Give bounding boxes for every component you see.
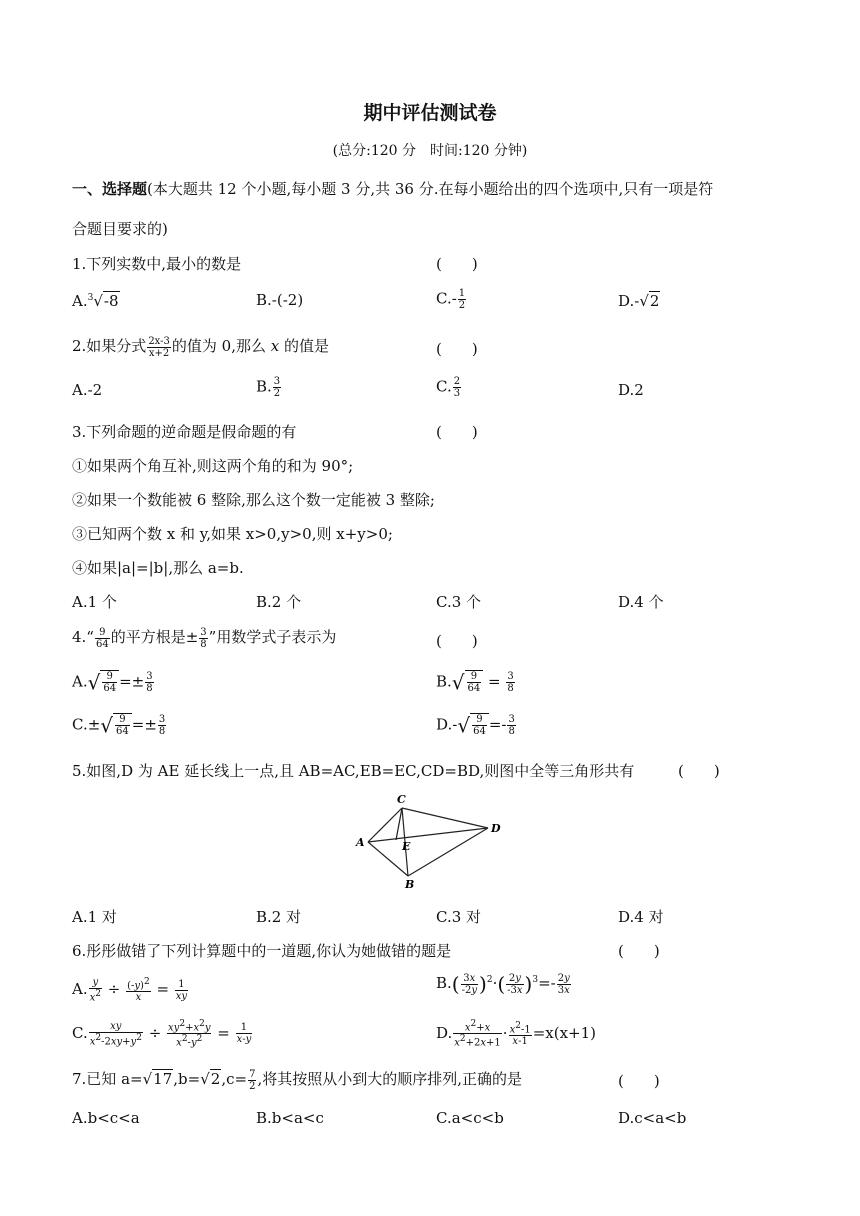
q3-option-b: B.2 个 xyxy=(256,593,302,611)
q2-option-d: D.2 xyxy=(618,381,644,399)
q1-option-a: A.$^3$√-8 xyxy=(72,292,119,310)
q3-statement-1: ①如果两个角互补,则这两个角的和为 90°; xyxy=(72,457,354,475)
q6-paren: ( ) xyxy=(618,942,660,960)
q2-stem: 2.如果分式 $\frac{2x-3}{x+2}$ 的值为 0,那么 x 的值是 xyxy=(72,335,329,359)
q6-option-d: D. $\frac{x^2+x}{x^2+2x+1}$ · $\frac{x^2-1}{x-1}$ =x(x+1) xyxy=(436,1019,596,1049)
q6-stem: 6.彤彤做错了下列计算题中的一道题,你认为她做错的题是 xyxy=(72,942,452,960)
q3-paren: ( ) xyxy=(436,423,478,441)
q1-option-b: B.-(-2) xyxy=(256,291,304,309)
label-a: A xyxy=(356,836,365,849)
label-c: C xyxy=(397,793,406,806)
q7-option-a: A.b<c<a xyxy=(72,1109,140,1127)
q4-option-b: B.√ $\frac{9}{64}$ = $\frac{3}{8}$ xyxy=(436,670,514,695)
q7-option-c: C.a<c<b xyxy=(436,1109,504,1127)
q1-option-d: D.-√2 xyxy=(618,292,660,310)
q2-option-a: A.-2 xyxy=(72,381,103,399)
q4-paren: ( ) xyxy=(436,632,478,650)
q5-option-c: C.3 对 xyxy=(436,908,482,926)
q3-statement-2: ②如果一个数能被 6 整除,那么这个数一定能被 3 整除; xyxy=(72,491,435,509)
q4-option-d: D.-√ $\frac{9}{64}$ =- $\frac{3}{8}$ xyxy=(436,713,515,738)
page-title: 期中评估测试卷 xyxy=(363,102,497,124)
q3-option-c: C.3 个 xyxy=(436,593,482,611)
q1-option-c: C.- $\frac{1}{2}$ xyxy=(436,288,466,311)
q3-option-a: A.1 个 xyxy=(72,593,117,611)
q6-option-b: B.( $\frac{3x}{-2y}$ )$^2$·( $\frac{2y}{-3x}$ )$^3$=- $\frac{2y}{3x}$ xyxy=(436,972,570,996)
q2-paren: ( ) xyxy=(436,340,478,358)
q6-option-c: C. $\frac{xy}{x^2-2xy+y^2}$ ÷ $\frac{xy^2+x^2y}{x^2-y^2}$ = $\frac{1}{x-y}$ xyxy=(72,1019,252,1049)
q2-option-b: B. $\frac{3}{2}$ xyxy=(256,376,281,399)
q4-option-c: C.±√ $\frac{9}{64}$ =± $\frac{3}{8}$ xyxy=(72,713,166,738)
q4-option-a: A.√ $\frac{9}{64}$ =± $\frac{3}{8}$ xyxy=(72,670,153,695)
q3-stem: 3.下列命题的逆命题是假命题的有 xyxy=(72,423,297,441)
q7-option-d: D.c<a<b xyxy=(618,1109,687,1127)
q2-option-c: C. $\frac{2}{3}$ xyxy=(436,376,461,399)
q5-option-a: A.1 对 xyxy=(72,908,117,926)
q3-statement-3: ③已知两个数 x 和 y,如果 x>0,y>0,则 x+y>0; xyxy=(72,525,393,543)
q7-paren: ( ) xyxy=(618,1072,660,1090)
page-subtitle: (总分:120 分 时间:120 分钟) xyxy=(332,143,528,159)
q5-option-d: D.4 对 xyxy=(618,908,664,926)
q3-statement-4: ④如果|a|=|b|,那么 a=b. xyxy=(72,559,244,577)
q1-paren: ( ) xyxy=(436,255,478,273)
q1-stem: 1.下列实数中,最小的数是 xyxy=(72,255,242,273)
q7-option-b: B.b<a<c xyxy=(256,1109,324,1127)
label-e: E xyxy=(402,840,411,853)
label-d: D xyxy=(491,822,501,835)
q5-stem: 5.如图,D 为 AE 延长线上一点,且 AB=AC,EB=EC,CD=BD,则图中全等三角形共有 xyxy=(72,762,635,780)
section-heading: 一、选择题(本大题共 12 个小题,每小题 3 分,共 36 分.在每小题给出的四个选项中,只有一项是符 xyxy=(72,180,714,198)
q4-stem: 4.“ $\frac{9}{64}$ 的平方根是± $\frac{3}{8}$ ”用数学式子表示为 xyxy=(72,626,337,650)
q5-paren: ( ) xyxy=(678,762,720,780)
q3-option-d: D.4 个 xyxy=(618,593,664,611)
q5-geometry-figure xyxy=(350,790,510,890)
q7-stem: 7.已知 a=√17,b=√2,c= $\frac{7}{2}$ ,将其按照从小到大的顺序排列,正确的是 xyxy=(72,1068,522,1092)
q5-option-b: B.2 对 xyxy=(256,908,302,926)
label-b: B xyxy=(405,878,415,890)
section-desc-line2: 合题目要求的) xyxy=(72,220,168,238)
q6-option-a: A. $\frac{y}{x^2}$ ÷ $\frac{(-y)^2}{x}$ = $\frac{1}{xy}$ xyxy=(72,977,188,1004)
